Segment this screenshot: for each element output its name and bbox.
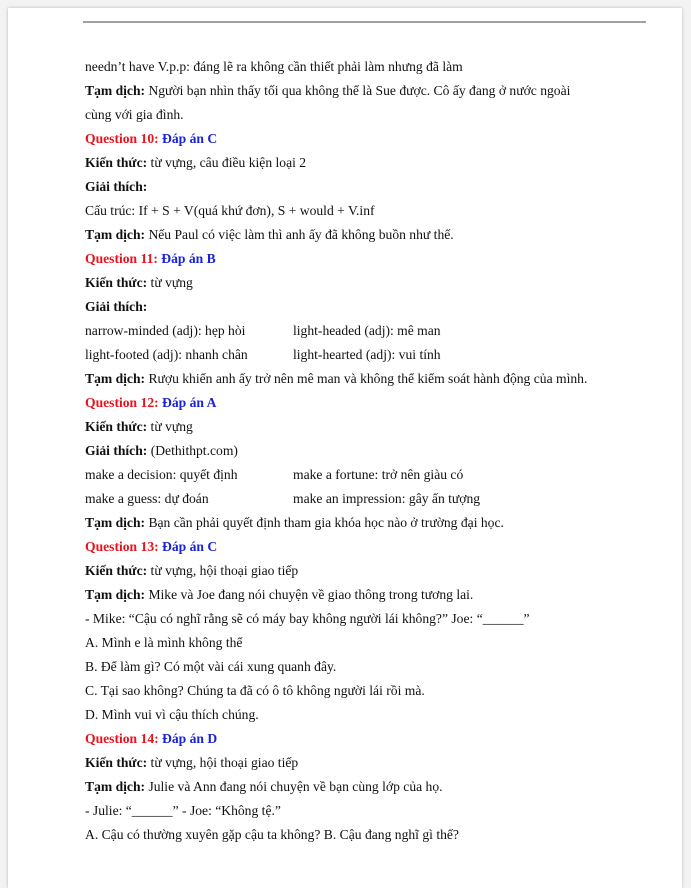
q12-vocab-row-1 [85,463,625,487]
q12-explanation [85,439,625,463]
question-number: Question 14: [85,731,159,746]
question-11-heading [85,247,625,271]
text: từ vựng, hội thoại giao tiếp [147,563,299,578]
text: từ vựng [147,275,193,290]
vocab-item: make a decision: quyết định [85,467,238,482]
text: Nếu Paul có việc làm thì anh ấy đã không buồn như thế. [145,227,454,242]
question-number: Question 10: [85,131,159,146]
answer-key: Đáp án D [158,731,218,746]
q13-knowledge [85,559,625,583]
vocab-item: light-hearted (adj): vui tính [293,347,441,362]
intro-line: needn’t have V.p.p: đáng lẽ ra không cần thiết phải làm nhưng đã làm [85,59,463,74]
label: Kiến thức: [85,275,148,290]
question-number: Question 12: [85,395,159,410]
q13-option-a: A. Mình e là mình không thể [85,635,243,650]
vocab-item: make an impression: gây ấn tượng [293,491,481,506]
question-10-heading [85,127,625,151]
text: Bạn cần phải quyết định tham gia khóa học nào ở trường đại học. [145,515,504,530]
label: Kiến thức: [85,563,148,578]
label: Tạm dịch: [85,227,146,242]
text: từ vựng, hội thoại giao tiếp [147,755,299,770]
question-14-heading [85,727,625,751]
answer-key: Đáp án C [158,131,218,146]
document-content [85,55,625,847]
q14-options-ab: A. Cậu có thường xuyên gặp cậu ta không? B. Cậu đang nghĩ gì thế? [85,827,459,842]
q11-vocab-row-2 [85,343,625,367]
q11-knowledge [85,271,625,295]
label: Tạm dịch: [85,779,146,794]
q11-explanation-label: Giải thích: [85,299,148,314]
q13-dialog: - Mike: “Cậu có nghĩ rằng sẽ có máy bay không người lái không?” Joe: “______” [85,611,530,626]
intro-translation-cont: cùng với gia đình. [85,107,184,122]
q13-option-b: B. Để làm gì? Có một vài cái xung quanh đây. [85,659,337,674]
label: Tạm dịch: [85,83,146,98]
text: từ vựng, câu điều kiện loại 2 [147,155,307,170]
vocab-item: light-footed (adj): nhanh chân [85,347,248,362]
q14-dialog: - Julie: “______” - Joe: “Không tệ.” [85,803,281,818]
label: Kiến thức: [85,419,148,434]
text: Julie và Ann đang nói chuyện về bạn cùng lớp của họ. [145,779,443,794]
source-note: (Dethithpt.com) [147,443,238,458]
label: Kiến thức: [85,755,148,770]
vocab-item: make a guess: dự đoán [85,491,209,506]
q10-structure: Cấu trúc: If + S + V(quá khứ đơn), S + would + V.inf [85,203,375,218]
text: Mike và Joe đang nói chuyện về giao thông trong tương lai. [145,587,474,602]
vocab-item: light-headed (adj): mê man [293,323,441,338]
answer-key: Đáp án C [158,539,218,554]
q14-translation [85,775,625,799]
q13-translation [85,583,625,607]
q13-option-c: C. Tại sao không? Chúng ta đã có ô tô không người lái rồi mà. [85,683,425,698]
question-number: Question 13: [85,539,159,554]
q11-translation [85,367,625,391]
q12-translation [85,511,625,535]
q10-knowledge [85,151,625,175]
label: Tạm dịch: [85,587,146,602]
q14-knowledge [85,751,625,775]
vocab-item: narrow-minded (adj): hẹp hòi [85,323,246,338]
q12-vocab-row-2 [85,487,625,511]
q10-translation [85,223,625,247]
q10-explanation-label: Giải thích: [85,179,148,194]
intro-translation [85,79,625,103]
question-number: Question 11: [85,251,158,266]
label: Giải thích: [85,443,148,458]
text: Rượu khiến anh ấy trở nên mê man và không thể kiểm soát hành động của mình. [145,371,588,386]
text: từ vựng [147,419,193,434]
answer-key: Đáp án A [158,395,217,410]
q11-vocab-row-1 [85,319,625,343]
label: Tạm dịch: [85,515,146,530]
header-rule [83,21,646,23]
q12-knowledge [85,415,625,439]
vocab-item: make a fortune: trở nên giàu có [293,467,464,482]
label: Tạm dịch: [85,371,146,386]
question-12-heading [85,391,625,415]
text: Người bạn nhìn thấy tối qua không thể là Sue được. Cô ấy đang ở nước ngoài [145,83,571,98]
q13-option-d: D. Mình vui vì cậu thích chúng. [85,707,259,722]
label: Kiến thức: [85,155,148,170]
question-13-heading [85,535,625,559]
answer-key: Đáp án B [157,251,216,266]
